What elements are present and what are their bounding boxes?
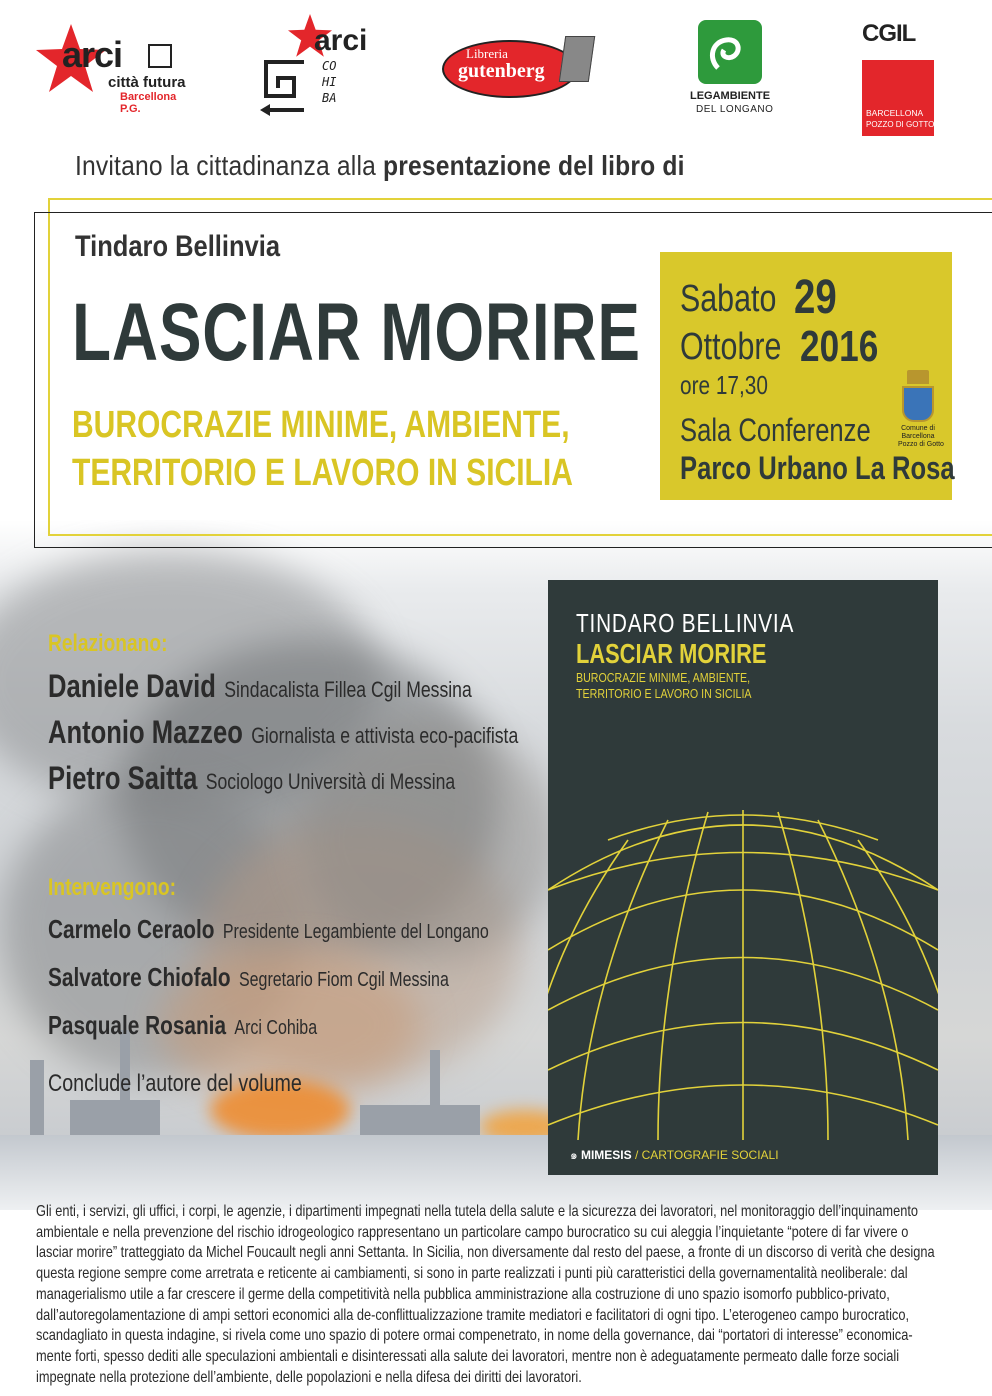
speaker-name: Carmelo Ceraolo (48, 914, 215, 944)
event-time: ore 17,30 (680, 370, 768, 400)
book-subtitle-line1: BUROCRAZIE MINIME, AMBIENTE, (72, 404, 570, 446)
speaker-row (48, 668, 472, 705)
yellow-rule-left (48, 198, 50, 536)
swan-icon (698, 20, 762, 84)
cohiba-letters: CO (322, 59, 337, 73)
cgil-label: CGIL (862, 20, 916, 47)
yellow-rule (48, 198, 992, 200)
legambiente-sublabel: DEL LONGANO (696, 104, 774, 115)
arci-citta-futura-logo (36, 22, 196, 115)
speaker-role: Presidente Legambiente del Longano (222, 921, 489, 943)
crown-icon (907, 370, 929, 384)
comune-emblem (898, 370, 944, 462)
speaker-name: Antonio Mazzeo (48, 714, 243, 750)
type-block-icon (559, 36, 595, 82)
speaker-row (48, 760, 455, 797)
cgil-city2: POZZO DI GOTTO (866, 120, 935, 129)
cover-publisher: MIMESIS (580, 1148, 632, 1162)
comune-label: Pozzo di Gotto (898, 441, 944, 448)
invite-bold-text: presentazione del libro di (383, 150, 685, 181)
speaker-role: Giornalista e attivista eco-pacifista (251, 723, 519, 748)
libreria-gutenberg-logo (442, 40, 592, 102)
logo-location: Barcellona P.G. (120, 91, 177, 115)
dark-rule-bottom (34, 547, 992, 548)
speaker-role: Segretario Fiom Cgil Messina (238, 969, 449, 991)
cover-subtitle-line1: BUROCRAZIE MINIME, AMBIENTE, (576, 670, 751, 685)
abstract-text (36, 1202, 966, 1388)
interventi-label: Intervengono: (48, 874, 176, 901)
speaker-row (48, 714, 518, 751)
dark-rule (34, 212, 992, 213)
cgil-red-box (862, 60, 934, 136)
arci-logo-text: arci (62, 34, 123, 75)
dark-rule-left (34, 212, 35, 548)
event-venue-park: Parco Urbano La Rosa (680, 450, 955, 486)
comune-label: Comune di (901, 425, 935, 432)
logo-subtitle: città futura (108, 74, 186, 91)
abstract-line: scandagliato in questa indagine, si rivela come uno spazio di potere ormai compenetrato, in nome della governance, dai “portatori di interesse” economica- (36, 1327, 913, 1345)
relatori-label: Relazionano: (48, 630, 168, 657)
abstract-line: Gli enti, i servizi, gli uffici, i corpi, le agenzie, i dipartimenti impegnati nella tutela della salute e la sicurezza dei lavoratori, nel monitoraggio dell’inquinamento (36, 1203, 918, 1220)
legambiente-logo (690, 20, 780, 120)
abstract-line: ambientale e nella prevenzione del rischio idrogeologico rappresentano un particolare campo burocratico su cui aleggia l’inquietante “potere di far vivere o (36, 1223, 909, 1241)
legambiente-label: LEGAMBIENTE (690, 90, 771, 102)
event-venue-room: Sala Conferenze (680, 412, 871, 448)
book-title: LASCIAR MORIRE (72, 287, 641, 378)
speaker-role: Sindacalista Fillea Cgil Messina (224, 677, 472, 702)
abstract-line: impegnate nella protezione dell’ambiente, delle popolazioni e nella difesa dei diritti dei lavoratori. (36, 1368, 582, 1386)
speaker-row (48, 1010, 317, 1041)
gutenberg-label: gutenberg (458, 60, 545, 82)
yellow-rule-bottom (48, 534, 992, 536)
abstract-line: lasciar morire” tratteggiato da Michel Foucault negli anni Settanta. In Sicilia, non diversamente dal resto del paese, a fronte di un discorso di verità che designa (36, 1244, 935, 1262)
speaker-row (48, 914, 489, 945)
abstract-line: questa regione sempre come arretrata e reticente ai cambiamenti, si sono in parte realizzati i punti più caratteristici della governamentalità neoliberale: dal (36, 1265, 908, 1283)
speaker-name: Daniele David (48, 668, 216, 704)
cgil-city: BARCELLONA (866, 108, 924, 118)
abstract-line: managerialismo utile a far crescere il germe della competitività nella pubblica amministrazione alla costruzione di uno spazio isomorfo pubblico-privato, (36, 1285, 890, 1303)
speaker-row (48, 962, 449, 993)
book-cover (548, 580, 938, 1175)
event-day-name: Sabato (680, 278, 777, 320)
globe-wireframe-icon (548, 780, 938, 1140)
cover-subtitle-line2: TERRITORIO E LAVORO IN SICILIA (576, 686, 752, 701)
book-subtitle-line2: TERRITORIO E LAVORO IN SICILIA (72, 452, 573, 494)
cohiba-letters: BA (322, 91, 337, 105)
speaker-role: Arci Cohiba (234, 1017, 318, 1039)
invite-text: Invitano la cittadinanza alla (75, 150, 383, 181)
arci-logo-text: arci (314, 24, 368, 57)
closing-note: Conclude l’autore del volume (48, 1070, 302, 1097)
abstract-line: dall’autoregolamentazione di ampi settori economici alla de-conflittualizzazione tramite mediatori e facilitatori di ogni tipo. L’eterogeneo campo burocratico, (36, 1306, 910, 1324)
cover-title: LASCIAR MORIRE (576, 638, 767, 669)
speaker-role: Sociologo Università di Messina (205, 769, 456, 794)
cohiba-letters: HI (322, 75, 337, 89)
cover-author: TINDARO BELLINVIA (576, 608, 795, 638)
cover-footer (570, 1146, 779, 1165)
speaker-name: Salvatore Chiofalo (48, 962, 231, 992)
arci-cohiba-logo (258, 14, 378, 119)
cover-series: / CARTOGRAFIE SOCIALI (634, 1148, 779, 1162)
cgil-logo (862, 20, 935, 129)
coat-of-arms-icon (902, 386, 934, 422)
event-date-box (660, 252, 955, 500)
comune-label: Barcellona (901, 433, 935, 440)
author-name: Tindaro Bellinvia (75, 230, 280, 263)
mimesis-spiral-icon: ๑ (570, 1148, 581, 1162)
spiral-arrow-icon (258, 56, 310, 116)
event-year: 2016 (800, 322, 879, 371)
speaker-name: Pietro Saitta (48, 760, 198, 796)
event-month: Ottobre (680, 326, 782, 368)
invite-line (75, 150, 685, 182)
event-day-number: 29 (794, 271, 837, 324)
abstract-line: mente forti, spesso dediti alle speculazioni ambientali e disinteressati alla salute dei lavoratori, mentre non è adeguatamente permeato dalle forze sociali (36, 1347, 900, 1365)
square-icon (148, 44, 172, 68)
libreria-label: Libreria (466, 46, 508, 61)
speaker-name: Pasquale Rosania (48, 1010, 227, 1040)
